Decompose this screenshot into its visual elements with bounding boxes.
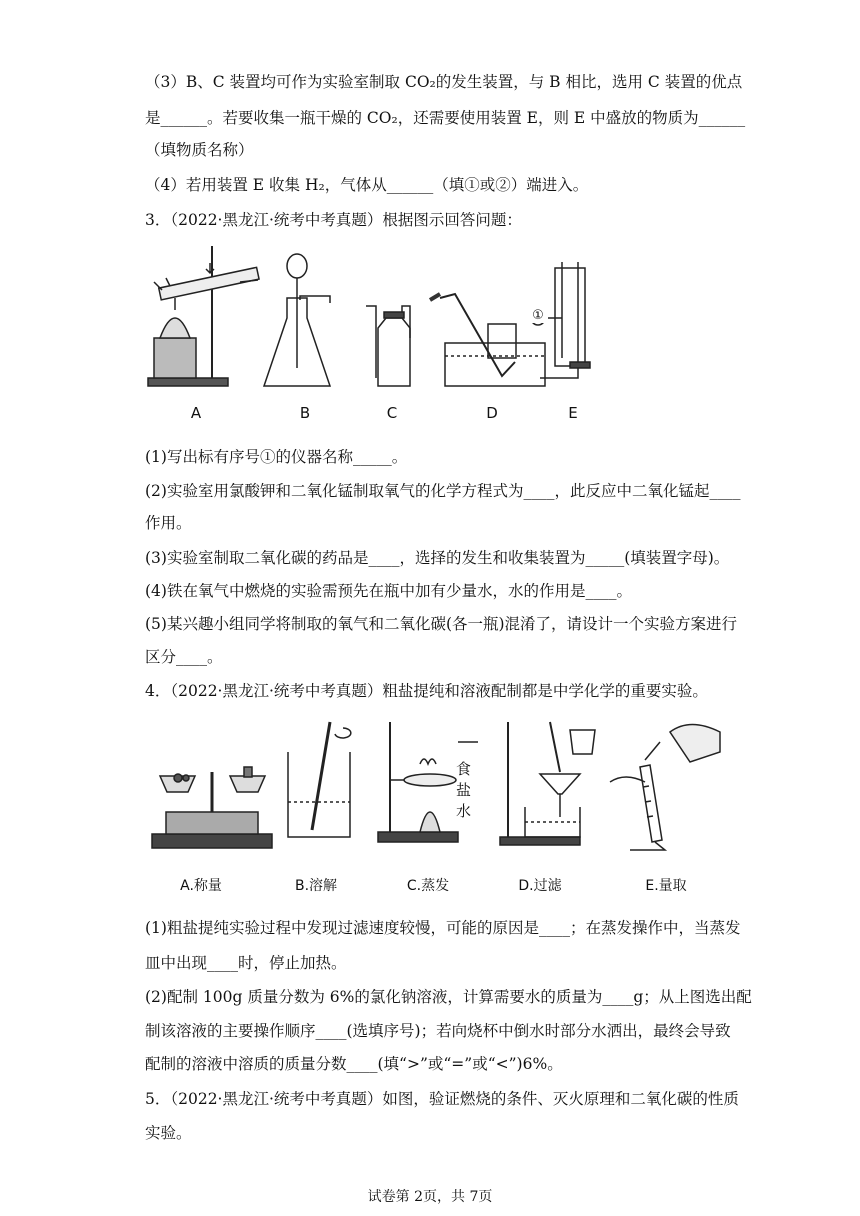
q3-s5-line1: (5)某兴趣小组同学将制取的氧气和二氧化碳(各一瓶)混淆了，请设计一个实验方案进行 — [145, 615, 738, 633]
filtration-d — [500, 722, 595, 845]
apparatus-a — [148, 246, 259, 386]
q3-s4: (4)铁在氧气中燃烧的实验需预先在瓶中加有少量水，水的作用是____。 — [145, 582, 632, 600]
q4-label-b: B.溶解 — [294, 878, 338, 894]
salt-water-char-3: 水 — [456, 802, 472, 820]
salt-water-char-1: 食 — [456, 760, 472, 778]
q3-label-c: C — [386, 404, 398, 422]
q3-label-e: E — [568, 404, 578, 422]
q3-s1: (1)写出标有序号①的仪器名称_____。 — [145, 448, 408, 466]
apparatus-c — [366, 306, 410, 386]
q3-s3: (3)实验室制取二氧化碳的药品是____，选择的发生和收集装置为_____(填装置字母)。 — [145, 549, 730, 567]
salt-water-char-2: 盐 — [456, 781, 472, 799]
q3-s2-line2: 作用。 — [145, 514, 192, 532]
q4-s2-line1: (2)配制 100g 质量分数为 6%的氯化钠溶液，计算需要水的质量为____g；从上图选出配 — [145, 988, 752, 1006]
q3-s5-line2: 区分____。 — [145, 648, 223, 666]
cylinder-e — [610, 725, 720, 851]
q3-s2-line1: (2)实验室用氯酸钾和二氧化锰制取氧气的化学方程式为____，此反应中二氧化锰起____ — [145, 482, 741, 500]
q4-operations-figure — [140, 712, 760, 862]
q4-s1-line1: (1)粗盐提纯实验过程中发现过滤速度较慢，可能的原因是____；在蒸发操作中，当蒸发 — [145, 919, 741, 937]
q3-title: 3．（2022·黑龙江·统考中考真题）根据图示回答问题： — [145, 211, 522, 229]
q3-label-d: D — [486, 404, 498, 422]
q4-title: 4．（2022·黑龙江·统考中考真题）粗盐提纯和溶液配制都是中学化学的重要实验。 — [145, 682, 708, 700]
q4-label-c: C.蒸发 — [406, 878, 450, 894]
q5-title-line2: 实验。 — [145, 1124, 192, 1142]
beaker-b — [288, 722, 351, 837]
q2-part3-line3: （填物质名称） — [145, 141, 254, 159]
q4-label-a: A.称量 — [180, 878, 222, 894]
q3-marker-1: ① — [528, 308, 548, 323]
q4-s1-line2: 皿中出现____时，停止加热。 — [145, 954, 347, 972]
apparatus-b — [264, 254, 330, 386]
q3-label-a: A — [190, 404, 202, 422]
q4-s2-line2: 制该溶液的主要操作顺序____(选填序号)；若向烧杯中倒水时部分水洒出，最终会导致 — [145, 1022, 731, 1040]
page-footer: 试卷第 2页，共 7页 — [367, 1189, 493, 1205]
q3-label-b: B — [299, 404, 311, 422]
balance-a — [152, 767, 272, 848]
q4-label-d: D.过滤 — [518, 878, 562, 894]
q5-title-line1: 5．（2022·黑龙江·统考中考真题）如图，验证燃烧的条件、灭火原理和二氧化碳的性质 — [145, 1090, 739, 1108]
q4-label-e: E.量取 — [645, 878, 687, 894]
q2-part4: （4）若用装置 E 收集 H₂，气体从______（填①或②）端进入。 — [145, 176, 589, 194]
q2-part3-line2: 是______。若要收集一瓶干燥的 CO₂，还需要使用装置 E，则 E 中盛放的物质为______ — [145, 109, 746, 127]
q2-part3-line1: （3）B、C 装置均可作为实验室制取 CO₂的发生装置，与 B 相比，选用 C 装置的优点 — [145, 73, 743, 91]
q4-s2-line3: 配制的溶液中溶质的质量分数____(填“>”或“=”或“<”)6%。 — [145, 1055, 563, 1073]
